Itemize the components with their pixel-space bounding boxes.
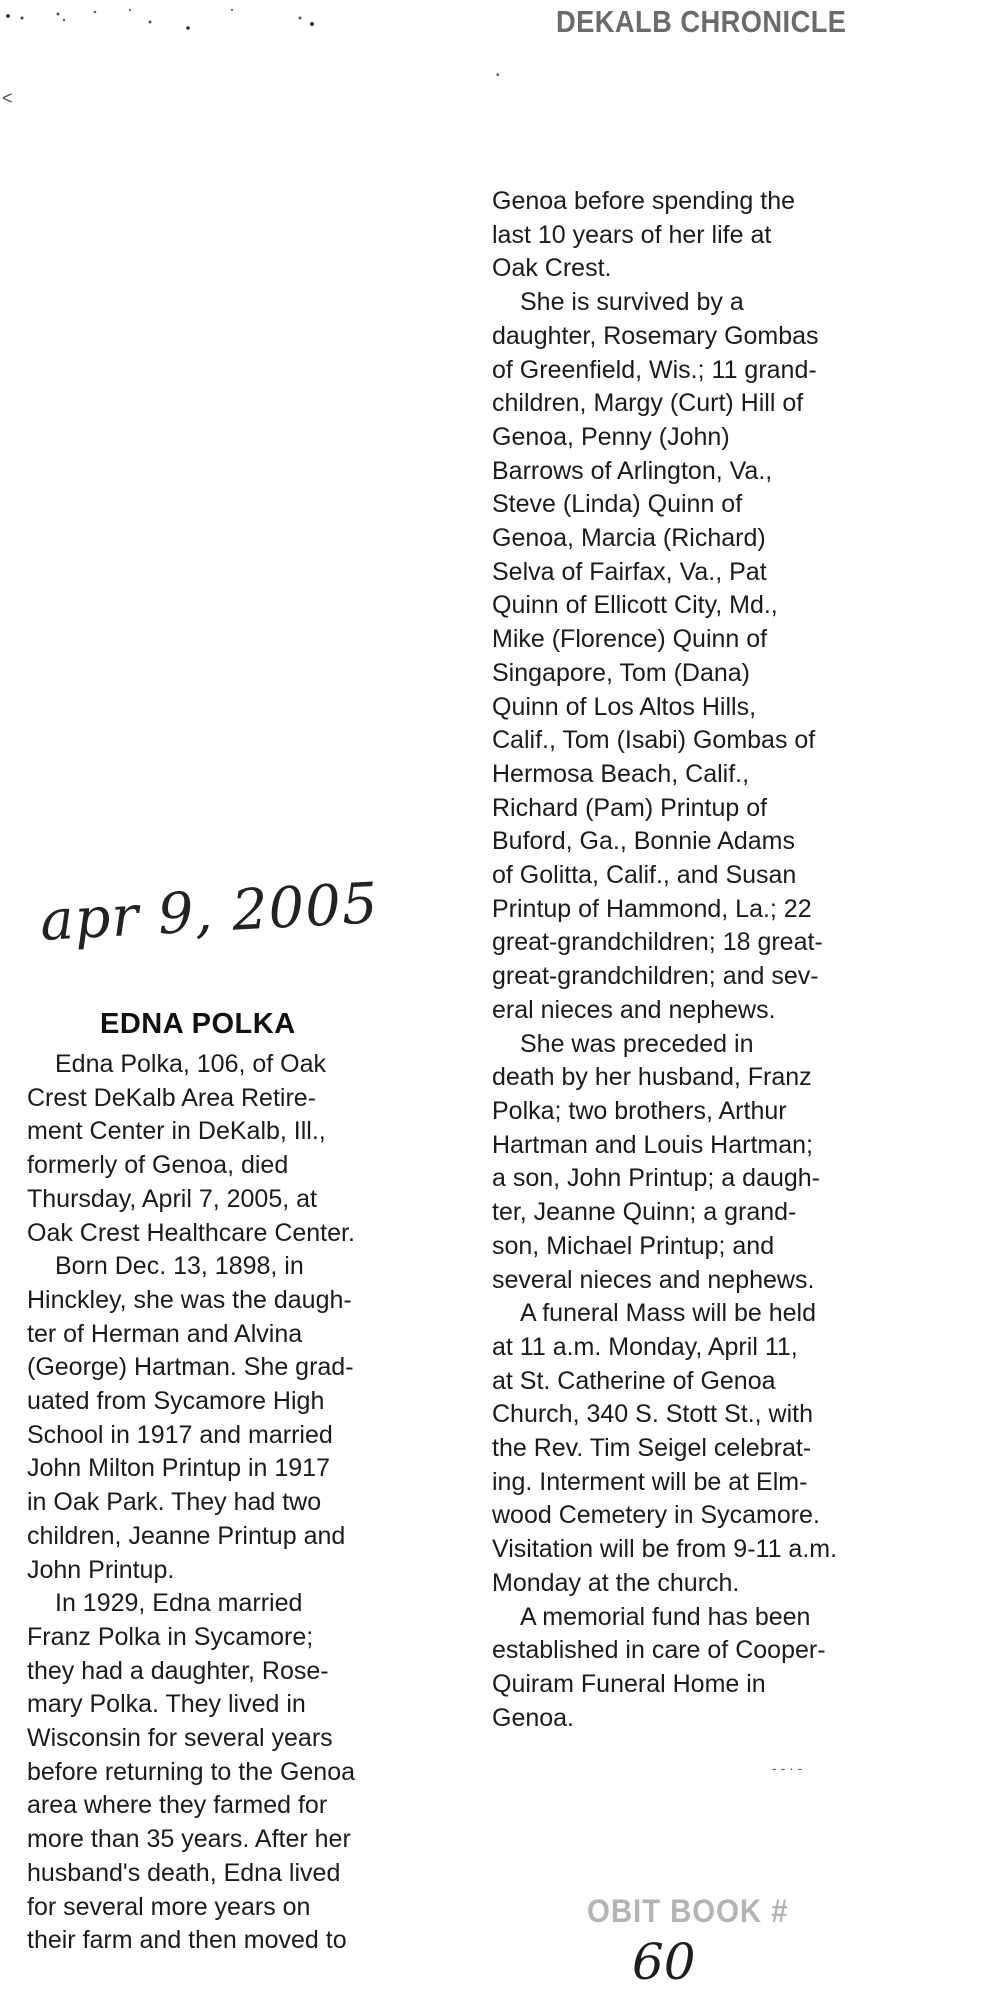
text-line: ter of Herman and Alvina: [27, 1319, 303, 1348]
text-line: uated from Sycamore High: [27, 1387, 325, 1416]
handwritten-date: apr 9, 2005: [38, 871, 381, 954]
text-line: (George) Hartman. She grad-: [27, 1353, 354, 1382]
margin-mark: - - · -: [772, 1760, 803, 1776]
text-line: ment Center in DeKalb, Ill.,: [27, 1117, 326, 1146]
text-line: several nieces and nephews.: [492, 1265, 815, 1294]
text-line: Selva of Fairfax, Va., Pat: [492, 557, 767, 586]
text-line: Genoa, Penny (John): [492, 422, 730, 451]
text-line: John Milton Printup in 1917: [27, 1454, 330, 1483]
margin-mark: <: [2, 88, 13, 108]
text-line: at 11 a.m. Monday, April 11,: [492, 1332, 798, 1361]
text-line: John Printup.: [27, 1555, 175, 1584]
text-line: great-grandchildren; 18 great-: [492, 928, 823, 957]
text-line: Monday at the church.: [492, 1568, 740, 1597]
text-line: ing. Interment will be at Elm-: [492, 1467, 808, 1496]
text-line: Oak Crest Healthcare Center.: [27, 1218, 355, 1247]
text-line: Oak Crest.: [492, 254, 612, 283]
text-line: Visitation will be from 9-11 a.m.: [492, 1535, 838, 1564]
text-line: A funeral Mass will be held: [520, 1299, 816, 1328]
text-line: more than 35 years. After her: [27, 1825, 351, 1854]
text-line: Born Dec. 13, 1898, in: [55, 1252, 304, 1281]
text-line: School in 1917 and married: [27, 1420, 333, 1449]
text-line: In 1929, Edna married: [55, 1589, 303, 1618]
margin-mark: •: [496, 70, 500, 81]
text-line: in Oak Park. They had two: [27, 1488, 322, 1517]
text-line: son, Michael Printup; and: [492, 1231, 775, 1260]
text-line: of Greenfield, Wis.; 11 grand-: [492, 355, 817, 384]
text-line: area where they farmed for: [27, 1791, 328, 1820]
text-line: ter, Jeanne Quinn; a grand-: [492, 1198, 797, 1227]
handwritten-book-number: 60: [632, 1933, 696, 1991]
text-line: Franz Polka in Sycamore;: [27, 1622, 314, 1651]
text-line: Quiram Funeral Home in: [492, 1669, 766, 1698]
scan-specks: [0, 0, 340, 40]
text-line: Richard (Pam) Printup of: [492, 793, 768, 822]
text-line: established in care of Cooper-: [492, 1636, 826, 1665]
text-line: Genoa.: [492, 1703, 575, 1732]
text-line: She was preceded in: [520, 1029, 754, 1058]
text-line: Quinn of Ellicott City, Md.,: [492, 591, 778, 620]
text-line: Church, 340 S. Stott St., with: [492, 1400, 813, 1429]
text-line: Wisconsin for several years: [27, 1724, 333, 1753]
text-line: formerly of Genoa, died: [27, 1151, 289, 1180]
text-line: for several more years on: [27, 1892, 311, 1921]
obituary-headline: EDNA POLKA: [100, 1008, 296, 1040]
text-line: death by her husband, Franz: [492, 1063, 812, 1092]
text-line: eral nieces and nephews.: [492, 995, 776, 1024]
text-line: a son, John Printup; a daugh-: [492, 1164, 821, 1193]
text-line: wood Cemetery in Sycamore.: [492, 1501, 820, 1530]
text-line: Hinckley, she was the daugh-: [27, 1285, 352, 1314]
text-line: Printup of Hammond, La.; 22: [492, 894, 812, 923]
text-line: their farm and then moved to: [27, 1926, 347, 1955]
text-line: Barrows of Arlington, Va.,: [492, 456, 773, 485]
text-line: the Rev. Tim Seigel celebrat-: [492, 1434, 812, 1463]
text-line: Crest DeKalb Area Retire-: [27, 1083, 317, 1112]
obit-book-stamp: OBIT BOOK #: [587, 1893, 789, 1929]
text-line: children, Margy (Curt) Hill of: [492, 389, 804, 418]
text-line: before returning to the Genoa: [27, 1757, 356, 1786]
text-line: Calif., Tom (Isabi) Gombas of: [492, 726, 816, 755]
text-line: Hartman and Louis Hartman;: [492, 1130, 813, 1159]
text-line: Singapore, Tom (Dana): [492, 658, 751, 687]
text-line: they had a daughter, Rose-: [27, 1656, 329, 1685]
text-line: husband's death, Edna lived: [27, 1858, 341, 1887]
text-line: She is survived by a: [520, 288, 744, 317]
right-column: [492, 185, 872, 1735]
text-line: Polka; two brothers, Arthur: [492, 1096, 787, 1125]
newspaper-masthead: DEKALB CHRONICLE: [556, 4, 847, 39]
text-line: Quinn of Los Altos Hills,: [492, 692, 757, 721]
text-line: last 10 years of her life at: [492, 220, 772, 249]
text-line: daughter, Rosemary Gombas: [492, 321, 819, 350]
text-line: Genoa, Marcia (Richard): [492, 524, 766, 553]
text-line: at St. Catherine of Genoa: [492, 1366, 776, 1395]
text-line: great-grandchildren; and sev-: [492, 962, 819, 991]
text-line: of Golitta, Calif., and Susan: [492, 861, 797, 890]
text-line: Mike (Florence) Quinn of: [492, 625, 768, 654]
text-line: children, Jeanne Printup and: [27, 1521, 346, 1550]
text-line: Edna Polka, 106, of Oak: [55, 1050, 327, 1078]
text-line: Hermosa Beach, Calif.,: [492, 759, 750, 788]
text-line: Thursday, April 7, 2005, at: [27, 1184, 317, 1213]
text-line: Buford, Ga., Bonnie Adams: [492, 827, 795, 856]
text-line: Genoa before spending the: [492, 187, 796, 215]
text-line: A memorial fund has been: [520, 1602, 811, 1631]
left-column: [27, 1048, 407, 1958]
text-line: Steve (Linda) Quinn of: [492, 490, 743, 519]
text-line: mary Polka. They lived in: [27, 1690, 306, 1719]
